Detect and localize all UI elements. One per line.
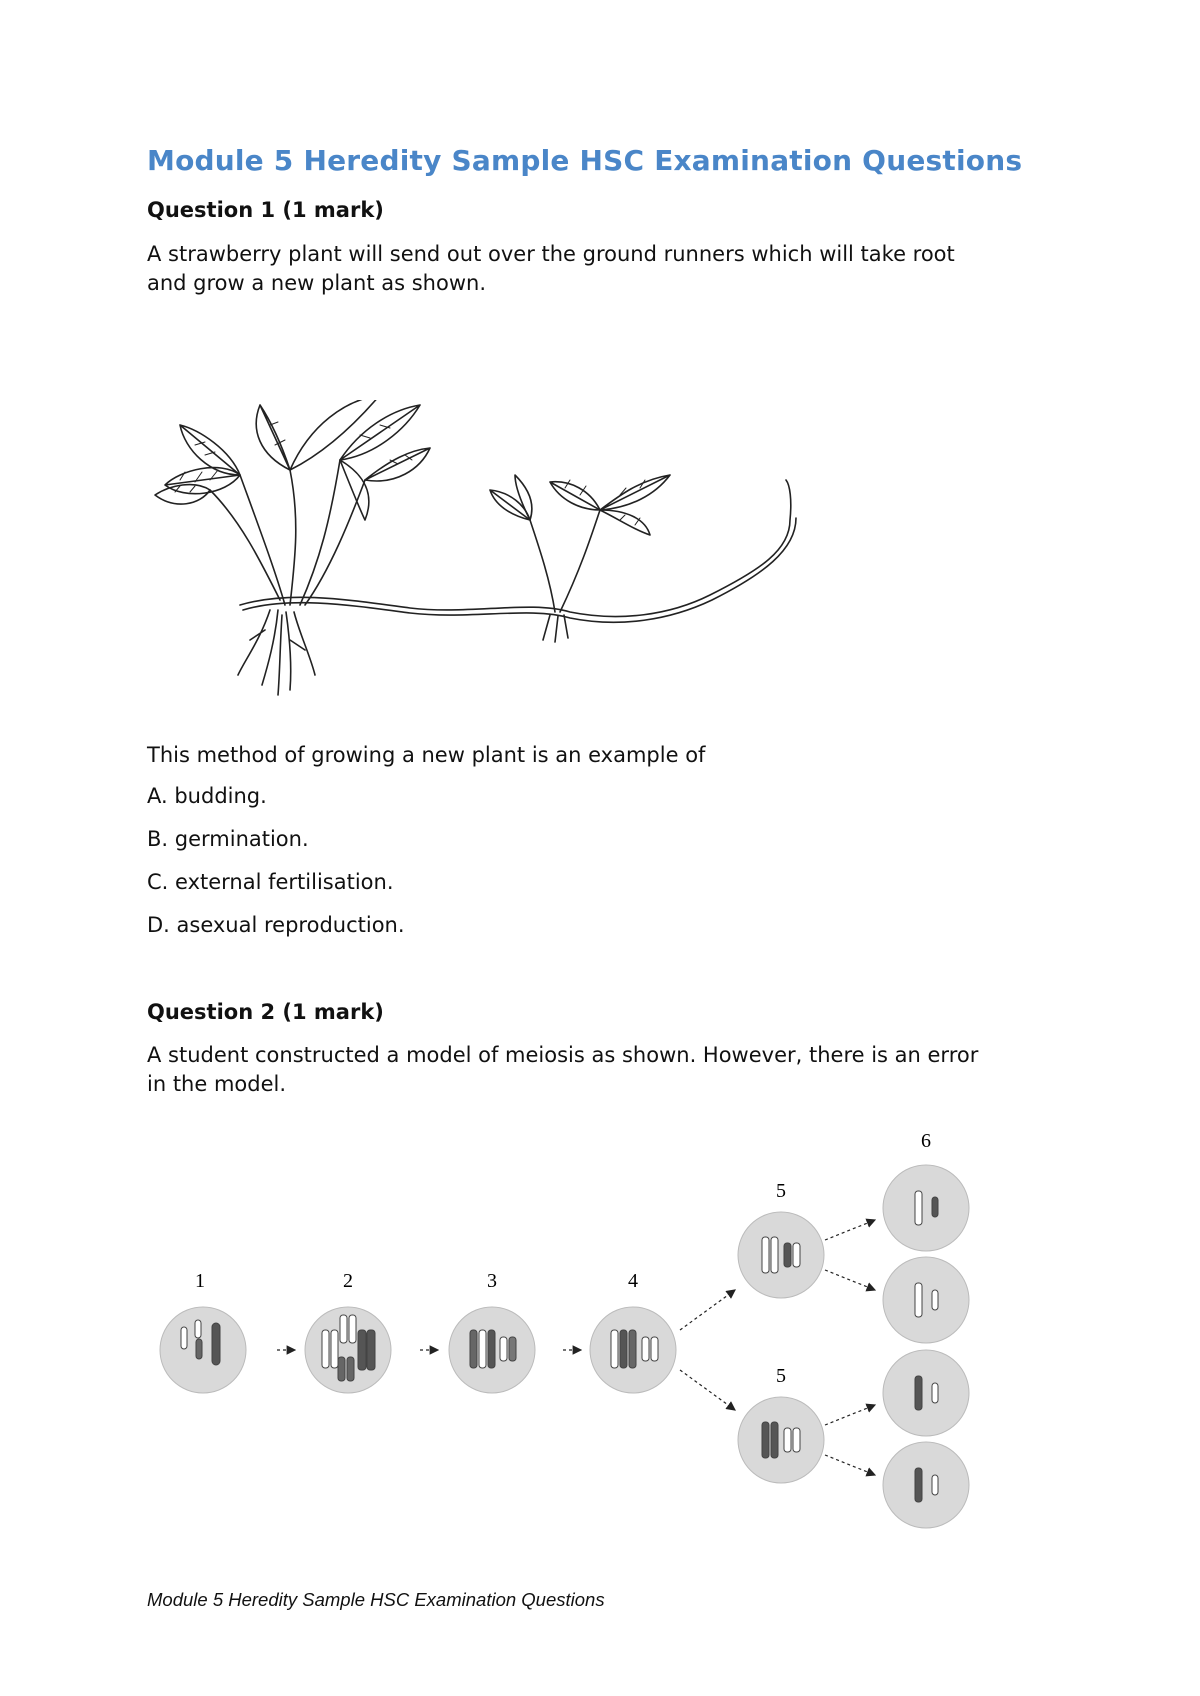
cell-stage-6-b xyxy=(883,1257,969,1343)
question-2-stem-line-1: A student constructed a model of meiosis as shown. However, there is an error xyxy=(147,1043,979,1067)
cell-stage-5-top xyxy=(738,1212,824,1298)
daughter-plant-stem xyxy=(530,510,600,612)
cell-stage-1 xyxy=(160,1307,246,1393)
stage-1-label: 1 xyxy=(195,1270,205,1292)
question-1-stem-line-1: A strawberry plant will send out over the ground runners which will take root xyxy=(147,242,955,266)
question-2-stem xyxy=(147,1041,1047,1099)
question-1-stem xyxy=(147,240,1047,298)
strawberry-runner-illustration xyxy=(150,400,810,700)
chromosome xyxy=(181,1327,187,1349)
stage-3-label: 3 xyxy=(487,1270,497,1292)
question-1-heading: Question 1 (1 mark) xyxy=(147,198,384,222)
stage-5-bottom-label: 5 xyxy=(776,1365,786,1387)
stage-4-label: 4 xyxy=(628,1270,638,1292)
stage-5-top-label: 5 xyxy=(776,1180,786,1202)
question-2-stem-line-2: in the model. xyxy=(147,1072,287,1096)
cell-stage-6-c xyxy=(883,1350,969,1436)
question-1-option-a[interactable]: A. budding. xyxy=(147,784,267,808)
cell-stage-6-a xyxy=(883,1165,969,1251)
question-1-option-c[interactable]: C. external fertilisation. xyxy=(147,870,394,894)
parent-plant-roots xyxy=(238,610,315,695)
cell-stage-6-d xyxy=(883,1442,969,1528)
question-1-option-b[interactable]: B. germination. xyxy=(147,827,309,851)
question-1-prompt: This method of growing a new plant is an example of xyxy=(147,743,706,767)
daughter-leaf xyxy=(490,490,530,520)
question-2-heading: Question 2 (1 mark) xyxy=(147,1000,384,1024)
question-1-option-d[interactable]: D. asexual reproduction. xyxy=(147,913,405,937)
meiosis-model-diagram xyxy=(150,1125,1010,1545)
daughter-plant-roots xyxy=(543,615,568,642)
page-title: Module 5 Heredity Sample HSC Examination Questions xyxy=(147,144,1023,177)
page-footer: Module 5 Heredity Sample HSC Examination Questions xyxy=(147,1589,605,1610)
stage-6-label: 6 xyxy=(921,1130,931,1152)
stage-2-label: 2 xyxy=(343,1270,353,1292)
question-1-stem-line-2: and grow a new plant as shown. xyxy=(147,271,487,295)
cell-stage-5-bottom xyxy=(738,1397,824,1483)
